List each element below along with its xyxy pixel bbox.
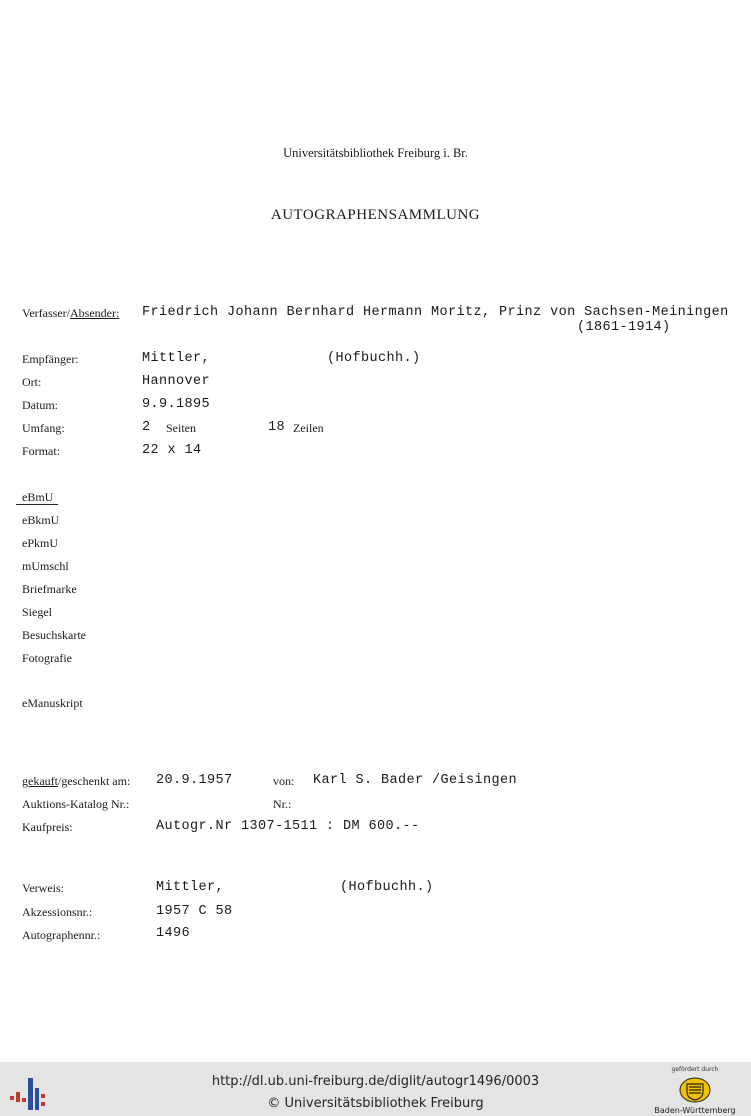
type-besuchskarte: Besuchskarte (22, 628, 86, 642)
empfaenger-value: Mittler, (142, 351, 211, 366)
empfaenger-note: (Hofbuchh.) (327, 351, 421, 366)
umfang-seiten-label: Seiten (166, 421, 196, 435)
institution-heading: Universitätsbibliothek Freiburg i. Br. (283, 146, 468, 160)
verfasser-value: Friedrich Johann Bernhard Hermann Moritz, Prinz von Sachsen-Meiningen (142, 305, 729, 320)
type-ebmu-underline (16, 504, 58, 505)
katalog-nr-label: Nr.: (273, 797, 292, 811)
type-fotografie: Fotografie (22, 651, 72, 665)
verweis-value: Mittler, (156, 880, 225, 895)
empfaenger-label: Empfänger: (22, 352, 79, 366)
format-value: 22 x 14 (142, 443, 202, 458)
sponsor-name: Baden-Württemberg (654, 1106, 736, 1115)
kaufpreis-value: Autogr.Nr 1307-1511 : DM 600.-- (156, 819, 420, 834)
autographen-value: 1496 (156, 926, 191, 941)
footer-url-link[interactable]: http://dl.ub.uni-freiburg.de/diglit/autogr1496/0003 (211, 1074, 540, 1089)
umfang-seiten-number: 2 (142, 420, 151, 435)
datum-label: Datum: (22, 398, 58, 412)
umfang-zeilen-label: Zeilen (293, 421, 324, 435)
format-label: Format: (22, 444, 60, 458)
type-mumschl: mUmschl (22, 559, 69, 573)
ort-label: Ort: (22, 375, 42, 389)
autographen-label: Autographennr.: (22, 928, 101, 942)
verfasser-label (22, 306, 119, 321)
type-siegel: Siegel (22, 605, 52, 619)
von-label: von: (273, 774, 295, 788)
geschenkt-label-part: /geschenkt am: (57, 774, 131, 788)
kaufpreis-label: Kaufpreis: (22, 820, 73, 834)
collection-title: AUTOGRAPHENSAMMLUNG (270, 207, 481, 223)
footer-copyright: © Universitätsbibliothek Freiburg (267, 1096, 484, 1111)
absender-label-part: Absender: (69, 306, 120, 320)
akzession-label: Akzessionsnr.: (22, 905, 93, 919)
type-ebmu: eBmU (22, 490, 54, 504)
verweis-label: Verweis: (22, 881, 64, 895)
type-briefmarke: Briefmarke (22, 582, 77, 596)
verfasser-label-part: Verfasser/ (22, 306, 70, 320)
verfasser-dates: (1861-1914) (577, 320, 671, 335)
baden-wuerttemberg-crest-icon (679, 1076, 711, 1104)
type-ebkmu: eBkmU (22, 513, 60, 527)
gekauft-label (22, 774, 130, 789)
datum-value: 9.9.1895 (142, 397, 211, 412)
footer-bar (0, 1062, 751, 1116)
sponsor-small-text: gefördert durch (671, 1066, 719, 1073)
type-emanuskript: eManuskript (22, 696, 83, 710)
akzession-value: 1957 C 58 (156, 904, 233, 919)
verweis-note: (Hofbuchh.) (340, 880, 434, 895)
umfang-zeilen-number: 18 (268, 420, 286, 435)
katalog-label: Auktions-Katalog Nr.: (22, 797, 130, 811)
von-value: Karl S. Bader /Geisingen (313, 773, 518, 788)
gekauft-label-part: gekauft (22, 774, 58, 788)
type-epkmu: ePkmU (22, 536, 58, 550)
sponsor-logo (652, 1066, 738, 1116)
ort-value: Hannover (142, 374, 211, 389)
gekauft-date: 20.9.1957 (156, 773, 233, 788)
umfang-label: Umfang: (22, 421, 65, 435)
